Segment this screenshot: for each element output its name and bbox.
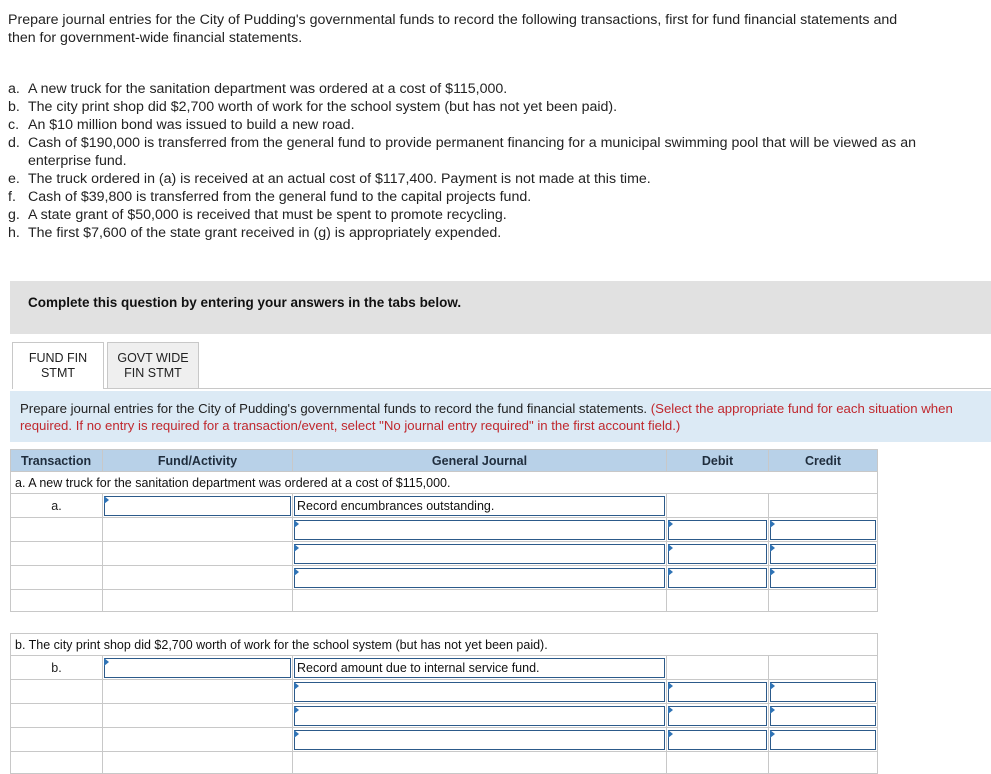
- table-row: [11, 680, 878, 704]
- debit-input[interactable]: [668, 520, 767, 540]
- table-row: [11, 518, 878, 542]
- credit-input[interactable]: [770, 706, 876, 726]
- debit-input[interactable]: [668, 706, 767, 726]
- account-select[interactable]: [294, 544, 665, 564]
- tab-divider: [104, 388, 991, 389]
- account-select[interactable]: [294, 568, 665, 588]
- journal-entry-label: Record amount due to internal service fund.: [294, 658, 665, 678]
- transaction-description: a. A new truck for the sanitation department was ordered at a cost of $115,000.: [11, 472, 878, 494]
- account-select[interactable]: [294, 520, 665, 540]
- header-general-journal: General Journal: [293, 450, 667, 472]
- item-letter: e.: [8, 171, 20, 187]
- journal-entry-label: Record encumbrances outstanding.: [294, 496, 665, 516]
- credit-input[interactable]: [770, 520, 876, 540]
- tab-label-line1: GOVT WIDE: [117, 350, 189, 365]
- item-letter: d.: [8, 135, 20, 151]
- item-text: A state grant of $50,000 is received that must be spent to promote recycling.: [28, 207, 507, 223]
- tab-label-line1: FUND FIN: [28, 351, 88, 365]
- tab-label-line2: STMT: [40, 366, 75, 380]
- dropdown-marker-icon: [104, 496, 109, 504]
- item-letter: f.: [8, 189, 16, 205]
- account-select[interactable]: [294, 682, 665, 702]
- item-text: A new truck for the sanitation department was ordered at a cost of $115,000.: [28, 81, 508, 97]
- instruction-banner: [10, 281, 991, 334]
- transaction-label: b.: [11, 656, 103, 680]
- dropdown-marker-icon: [668, 544, 673, 552]
- dropdown-marker-icon: [668, 706, 673, 714]
- journal-table: [10, 449, 878, 774]
- item-text: The city print shop did $2,700 worth of work for the school system (but has not yet been paid).: [28, 99, 618, 115]
- list-item: [8, 116, 968, 134]
- debit-input[interactable]: [668, 544, 767, 564]
- item-text: The first $7,600 of the state grant received in (g) is appropriately expended.: [28, 225, 502, 241]
- table-row: [11, 728, 878, 752]
- banner-text: Complete this question by entering your answers in the tabs below.: [28, 295, 462, 310]
- table-row: [11, 704, 878, 728]
- credit-input[interactable]: [770, 730, 876, 750]
- list-item: [8, 206, 968, 224]
- header-fund-activity: Fund/Activity: [103, 450, 293, 472]
- item-letter: h.: [8, 225, 20, 241]
- instruction-main: Prepare journal entries for the City of Pudding's governmental funds to record the fund financial statements.: [20, 401, 648, 416]
- item-text: Cash of $190,000 is transferred from the general fund to provide permanent financing for a municipal swimming pool that will be viewed as an enterprise fund.: [28, 135, 916, 169]
- dropdown-marker-icon: [668, 520, 673, 528]
- account-select[interactable]: [294, 706, 665, 726]
- table-row: [11, 542, 878, 566]
- header-credit: Credit: [769, 450, 878, 472]
- account-select[interactable]: [294, 730, 665, 750]
- transaction-label: a.: [11, 494, 103, 518]
- problem-intro: Prepare journal entries for the City of Pudding's governmental funds to record the following transactions, first for fund financial statements and then for government-wide financial statements.: [8, 12, 898, 46]
- blank-row: [11, 612, 878, 634]
- dropdown-marker-icon: [104, 658, 109, 666]
- tab-label-line2: FIN STMT: [124, 365, 182, 380]
- dropdown-marker-icon: [294, 730, 299, 738]
- dropdown-marker-icon: [294, 682, 299, 690]
- header-debit: Debit: [667, 450, 769, 472]
- tab-fund-fin-stmt[interactable]: [12, 342, 104, 389]
- credit-input[interactable]: [770, 544, 876, 564]
- instruction-note: (Select the appropriate fund for each situation when required. If no entry is required for a transaction/event, select "No journal entry required" in the first account field.): [20, 401, 953, 433]
- debit-input[interactable]: [668, 682, 767, 702]
- spacer-row: [11, 752, 878, 774]
- credit-input[interactable]: [770, 682, 876, 702]
- tab-govt-wide-fin-stmt[interactable]: [107, 342, 199, 389]
- dropdown-marker-icon: [294, 706, 299, 714]
- spacer-row: [11, 590, 878, 612]
- dropdown-marker-icon: [294, 520, 299, 528]
- dropdown-marker-icon: [668, 568, 673, 576]
- transaction-description: b. The city print shop did $2,700 worth of work for the school system (but has not yet been paid).: [11, 634, 878, 656]
- table-row: [11, 494, 878, 518]
- dropdown-marker-icon: [668, 730, 673, 738]
- item-text: An $10 million bond was issued to build a new road.: [28, 117, 355, 133]
- fund-activity-select[interactable]: [104, 658, 291, 678]
- dropdown-marker-icon: [770, 520, 775, 528]
- fund-activity-select[interactable]: [104, 496, 291, 516]
- dropdown-marker-icon: [294, 544, 299, 552]
- item-letter: c.: [8, 117, 20, 133]
- list-item: [8, 170, 968, 188]
- dropdown-marker-icon: [770, 730, 775, 738]
- list-item: [8, 134, 968, 170]
- dropdown-marker-icon: [294, 568, 299, 576]
- item-text: The truck ordered in (a) is received at an actual cost of $117,400. Payment is not made at this time.: [28, 171, 651, 187]
- item-text: Cash of $39,800 is transferred from the general fund to the capital projects fund.: [28, 189, 532, 205]
- table-row: [11, 566, 878, 590]
- item-letter: a.: [8, 81, 20, 97]
- list-item: [8, 98, 968, 116]
- tab-instructions: [10, 391, 991, 442]
- list-item: [8, 188, 968, 206]
- transaction-description-row: [11, 472, 878, 494]
- dropdown-marker-icon: [770, 568, 775, 576]
- debit-input[interactable]: [668, 730, 767, 750]
- dropdown-marker-icon: [668, 682, 673, 690]
- dropdown-marker-icon: [770, 682, 775, 690]
- list-item: [8, 224, 968, 242]
- dropdown-marker-icon: [770, 544, 775, 552]
- transaction-description-row: [11, 634, 878, 656]
- item-letter: g.: [8, 207, 20, 223]
- credit-input[interactable]: [770, 568, 876, 588]
- dropdown-marker-icon: [770, 706, 775, 714]
- debit-input[interactable]: [668, 568, 767, 588]
- header-transaction: Transaction: [11, 450, 103, 472]
- transaction-list: [8, 80, 968, 242]
- item-letter: b.: [8, 99, 20, 115]
- table-row: [11, 656, 878, 680]
- list-item: [8, 80, 968, 98]
